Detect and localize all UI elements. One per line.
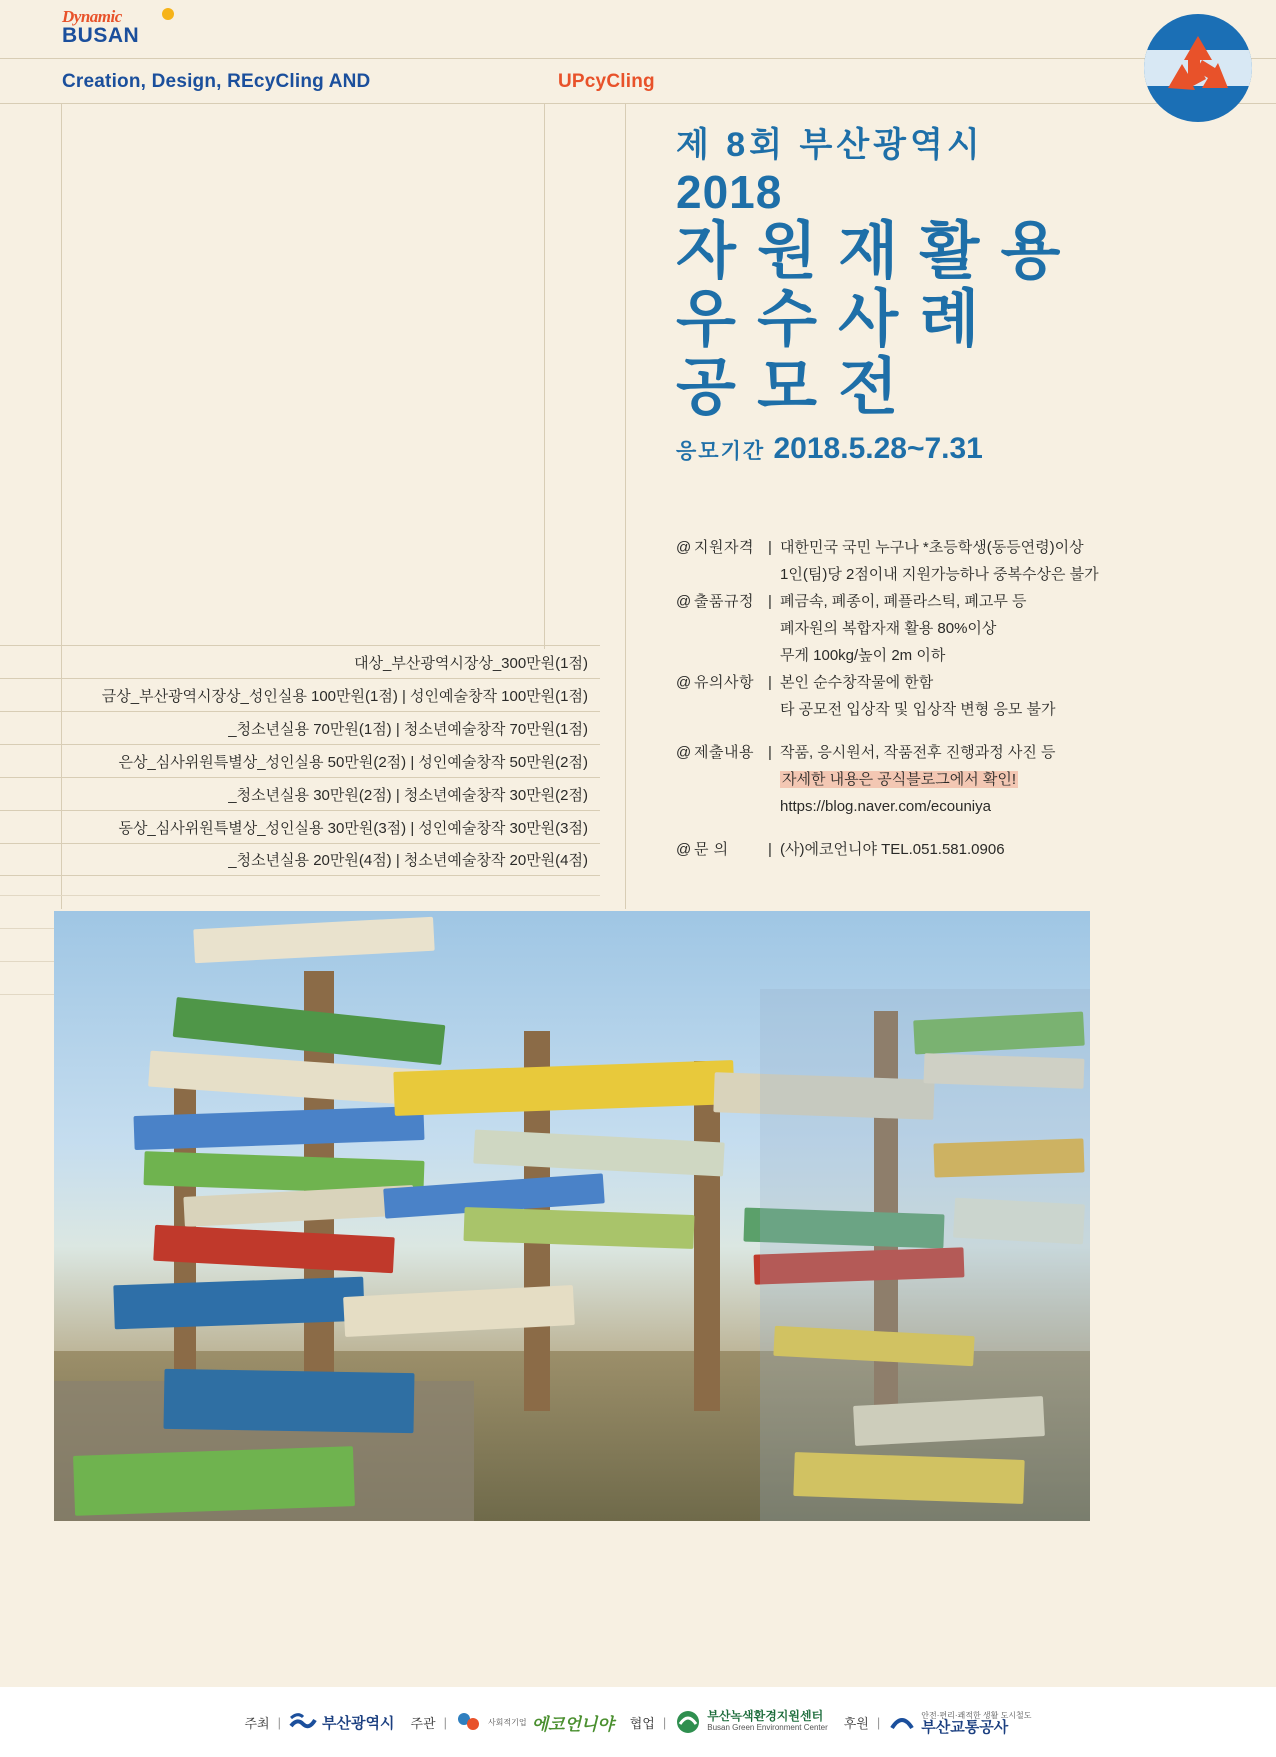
table-row: _청소년실용 30만원(2점) | 청소년예술창작 30만원(2점) bbox=[0, 777, 600, 810]
blog-link[interactable]: https://blog.naver.com/ecouniya bbox=[780, 798, 991, 815]
info-key: 제출내용 bbox=[694, 744, 754, 761]
info-sub: 타 공모전 입상작 및 입상작 변형 응모 불가 bbox=[780, 701, 1056, 718]
info-list bbox=[676, 534, 1256, 863]
title-line1: 제 8회 부산광역시 bbox=[676, 126, 984, 164]
sponsor-name: 부산녹색환경지원센터 bbox=[707, 1709, 824, 1723]
header-band bbox=[0, 58, 1276, 104]
spacer bbox=[676, 723, 1256, 739]
info-row-contact bbox=[676, 836, 1256, 863]
photo-sign bbox=[163, 1369, 414, 1433]
title-big-1: 자 원 재 활 용 bbox=[676, 217, 1063, 286]
photo-sign-kuterevo bbox=[393, 1060, 734, 1116]
sponsor-sep: | bbox=[443, 1714, 447, 1730]
busan-city-emblem-icon bbox=[289, 1710, 394, 1734]
btc-icon bbox=[888, 1710, 1031, 1734]
sponsor-label: 주최 bbox=[244, 1715, 270, 1731]
sponsor-sep: | bbox=[876, 1714, 881, 1730]
info-sub: 무게 100kg/높이 2m 이하 bbox=[780, 647, 946, 664]
band-left-text: Creation, Design, REcyCling AND bbox=[62, 71, 371, 92]
table-row: 동상_심사위원특별상_성인실용 30만원(3점) | 성인예술창작 30만원(3점) bbox=[0, 810, 600, 843]
submission-period bbox=[676, 432, 1236, 466]
highlight-text: 자세한 내용은 공식블로그에서 확인! bbox=[782, 771, 1017, 788]
recycle-arrows-icon bbox=[1162, 32, 1234, 104]
faint-rule-1 bbox=[0, 895, 600, 896]
bgec-icon bbox=[674, 1710, 828, 1734]
info-row-notes bbox=[676, 669, 1256, 696]
sponsor-sep: | bbox=[662, 1714, 667, 1730]
at-marker: @ bbox=[676, 593, 692, 610]
sponsor-sep: | bbox=[277, 1714, 281, 1730]
table-row: _청소년실용 20만원(4점) | 청소년예술창작 20만원(4점) bbox=[0, 843, 600, 876]
prize-table bbox=[0, 645, 600, 876]
at-marker: @ bbox=[676, 744, 692, 761]
sponsor-sub: Busan Green Environment Center bbox=[707, 1723, 828, 1732]
info-sub: 폐자원의 복합자재 활용 80%이상 bbox=[780, 620, 997, 637]
sponsor-name: 부산교통공사 bbox=[921, 1719, 1009, 1736]
vertical-rule-mid bbox=[544, 104, 545, 649]
info-separator: | bbox=[768, 841, 772, 858]
info-separator: | bbox=[768, 539, 772, 556]
sponsor-footer bbox=[0, 1687, 1276, 1757]
band-right-text: UPcyCling bbox=[558, 71, 655, 92]
vertical-rule-right bbox=[625, 104, 626, 909]
info-separator: | bbox=[768, 744, 772, 761]
photo-sign bbox=[193, 917, 434, 964]
recycle-globe-icon bbox=[1144, 14, 1252, 122]
social-enterprise-icon bbox=[455, 1710, 614, 1735]
sponsor-name: 부산광역시 bbox=[321, 1714, 395, 1732]
photo-overlay bbox=[760, 989, 1090, 1521]
photo-sign bbox=[113, 1277, 364, 1330]
info-row-submission bbox=[676, 739, 1256, 766]
info-sub: 1인(팀)당 2점이내 지원가능하나 중복수상은 불가 bbox=[780, 566, 1099, 583]
photo-sign bbox=[73, 1446, 355, 1516]
at-marker: @ bbox=[676, 674, 692, 691]
sponsor-name: 에코언니야 bbox=[531, 1714, 614, 1734]
table-row: 대상_부산광역시장상_300만원(1점) bbox=[0, 645, 600, 678]
table-row: 금상_부산광역시장상_성인실용 100만원(1점) | 성인예술창작 100만원(1점) bbox=[0, 678, 600, 711]
busan-logo bbox=[62, 8, 182, 54]
poster-title bbox=[676, 124, 1236, 466]
info-separator: | bbox=[768, 674, 772, 691]
logo-dynamic-text: Dynamic bbox=[62, 7, 122, 26]
sun-icon bbox=[160, 6, 176, 22]
sponsor-collaboration bbox=[630, 1710, 828, 1734]
sponsor-host bbox=[244, 1710, 394, 1734]
signpost-photo bbox=[54, 911, 1090, 1521]
info-value: 폐금속, 폐종이, 폐플라스틱, 폐고무 등 bbox=[780, 593, 1027, 610]
table-row: 은상_심사위원특별상_성인실용 50만원(2점) | 성인예술창작 50만원(2점) bbox=[0, 744, 600, 777]
info-separator: | bbox=[768, 593, 772, 610]
photo-post bbox=[694, 1061, 720, 1411]
at-marker: @ bbox=[676, 841, 692, 858]
info-value: 본인 순수창작물에 한함 bbox=[780, 674, 934, 691]
period-value: 2018.5.28~7.31 bbox=[773, 432, 983, 465]
info-key: 출품규정 bbox=[694, 593, 754, 610]
at-marker: @ bbox=[676, 539, 692, 556]
info-row-qualification bbox=[676, 534, 1256, 561]
sponsor-label: 협업 bbox=[629, 1715, 655, 1731]
sponsor-support bbox=[844, 1710, 1032, 1734]
sponsor-sub: 사회적기업 bbox=[487, 1717, 527, 1727]
title-big-2: 우 수 사 례 bbox=[676, 285, 982, 354]
spacer bbox=[676, 820, 1256, 836]
sponsor-organizer bbox=[410, 1710, 613, 1735]
info-value: 작품, 응시원서, 작품전후 진행과정 사진 등 bbox=[780, 744, 1056, 761]
table-row: _청소년실용 70만원(1점) | 청소년예술창작 70만원(1점) bbox=[0, 711, 600, 744]
info-row-entry-rules bbox=[676, 588, 1256, 615]
info-value: 대한민국 국민 누구나 *초등학생(동등연령)이상 bbox=[780, 539, 1084, 556]
info-key: 유의사항 bbox=[694, 674, 754, 691]
sponsor-label: 후원 bbox=[843, 1715, 869, 1731]
info-key: 지원자격 bbox=[694, 539, 754, 556]
info-sub-highlight bbox=[780, 766, 1256, 793]
logo-busan-text: BUSAN bbox=[62, 24, 140, 47]
title-big-3: 공 모 전 bbox=[676, 353, 901, 422]
info-value: (사)에코언니야 TEL.051.581.0906 bbox=[780, 841, 1005, 858]
photo-sign bbox=[473, 1129, 724, 1176]
photo-sign bbox=[463, 1207, 694, 1249]
sponsor-label: 주관 bbox=[410, 1715, 436, 1731]
period-label: 응모기간 bbox=[676, 440, 766, 463]
info-key: 문 의 bbox=[694, 841, 729, 858]
sponsor-sub: 안전·편리·쾌적한 생활 도시철도 bbox=[921, 1711, 1032, 1720]
photo-sign bbox=[183, 1185, 414, 1227]
title-year: 2018 bbox=[676, 166, 783, 218]
